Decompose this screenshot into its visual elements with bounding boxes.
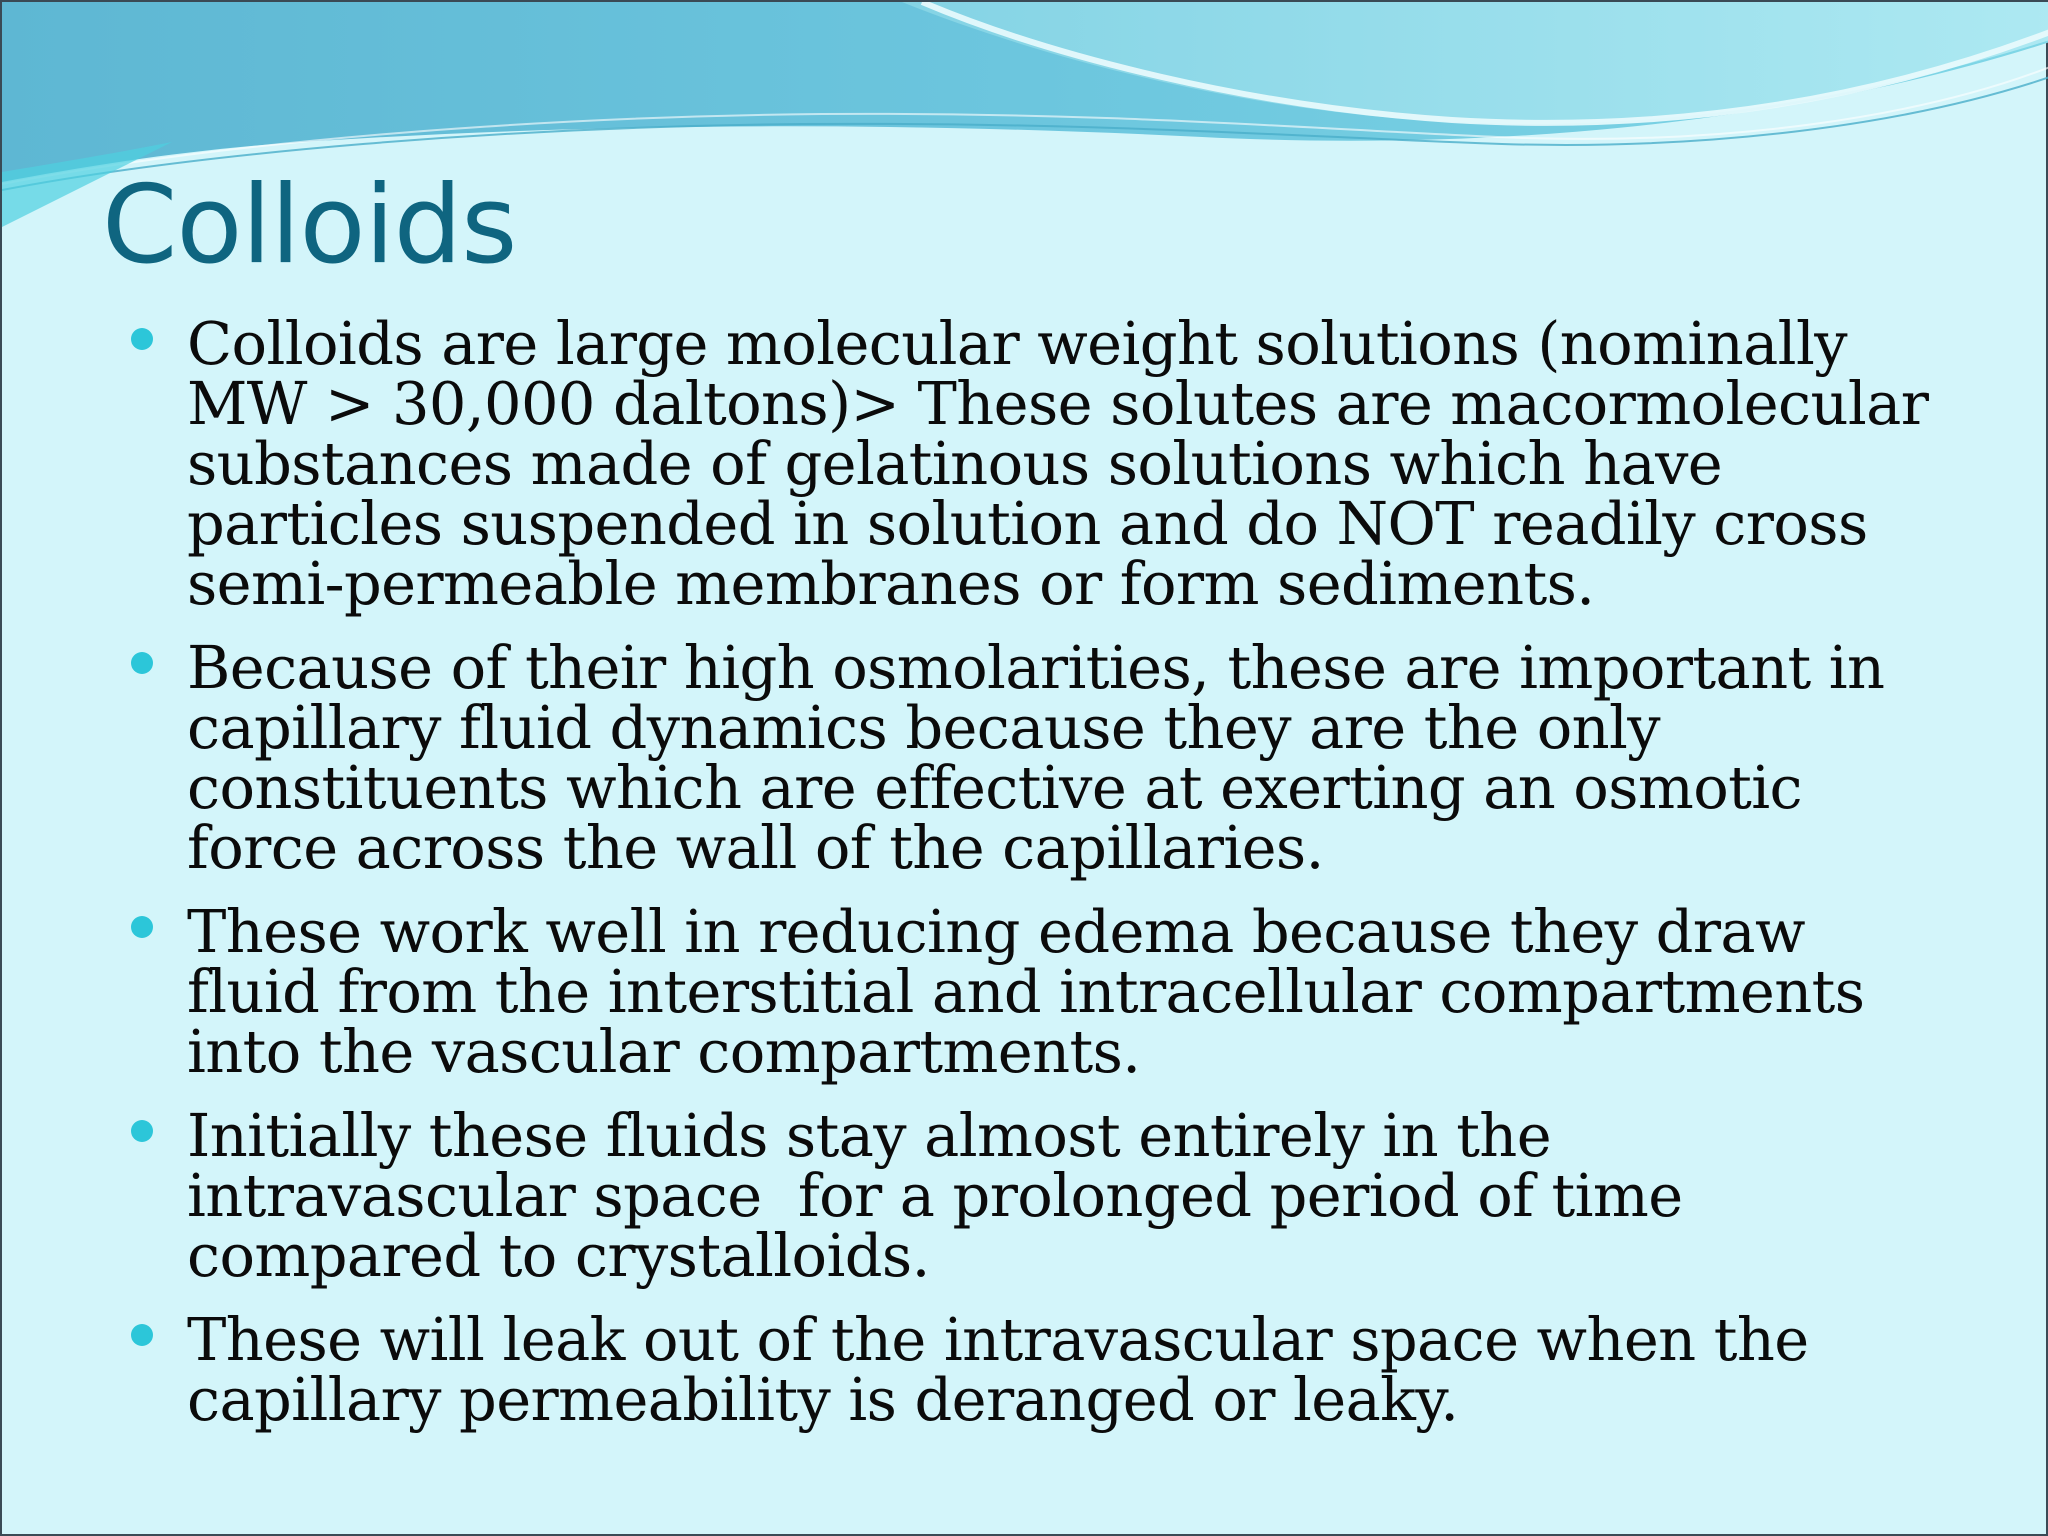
bullet-line: into the vascular compartments. (187, 1017, 1141, 1086)
bullet-line: particles suspended in solution and do NOT readily cross (187, 489, 1868, 558)
bullet-line: Initially these fluids stay almost entirely in the (187, 1101, 1552, 1170)
bullet-line: constituents which are effective at exerting an osmotic (187, 753, 1802, 822)
bullet-text (187, 897, 2027, 1086)
bullet-text (187, 1101, 2027, 1290)
bullet-line: capillary fluid dynamics because they are the only (187, 693, 1661, 762)
bullet-line: capillary permeability is deranged or leaky. (187, 1365, 1459, 1434)
bullet-dot-icon (131, 916, 153, 938)
bullet-text (187, 309, 2027, 618)
bullet-line: fluid from the interstitial and intracellular compartments (187, 957, 1865, 1026)
bullet-dot-icon (131, 1120, 153, 1142)
bullet-line: Because of their high osmolarities, these are important in (187, 633, 1885, 702)
bullet-line: These work well in reducing edema because they draw (187, 897, 1805, 966)
bullet-line: substances made of gelatinous solutions which have (187, 429, 1723, 498)
bullet-line: force across the wall of the capillaries. (187, 813, 1324, 882)
bullet-item (2, 1101, 2048, 1290)
bullet-line: Colloids are large molecular weight solutions (nominally (187, 309, 1847, 378)
bullet-text (187, 633, 2027, 882)
bullet-item (2, 897, 2048, 1086)
bullet-line: semi-permeable membranes or form sediments. (187, 549, 1595, 618)
bullet-dot-icon (131, 328, 153, 350)
bullet-item (2, 1305, 2048, 1434)
bullet-dot-icon (131, 1324, 153, 1346)
bullet-dot-icon (131, 652, 153, 674)
bullet-list (2, 309, 2048, 1454)
bullet-item (2, 309, 2048, 618)
bullet-text (187, 1305, 2027, 1434)
bullet-line: compared to crystalloids. (187, 1221, 930, 1290)
bullet-line: These will leak out of the intravascular space when the (187, 1305, 1809, 1374)
bullet-line: intravascular space for a prolonged period of time (187, 1161, 1683, 1230)
slide-title: Colloids (102, 163, 517, 288)
bullet-line: MW > 30,000 daltons)> These solutes are macormolecular (187, 369, 1929, 438)
bullet-item (2, 633, 2048, 882)
